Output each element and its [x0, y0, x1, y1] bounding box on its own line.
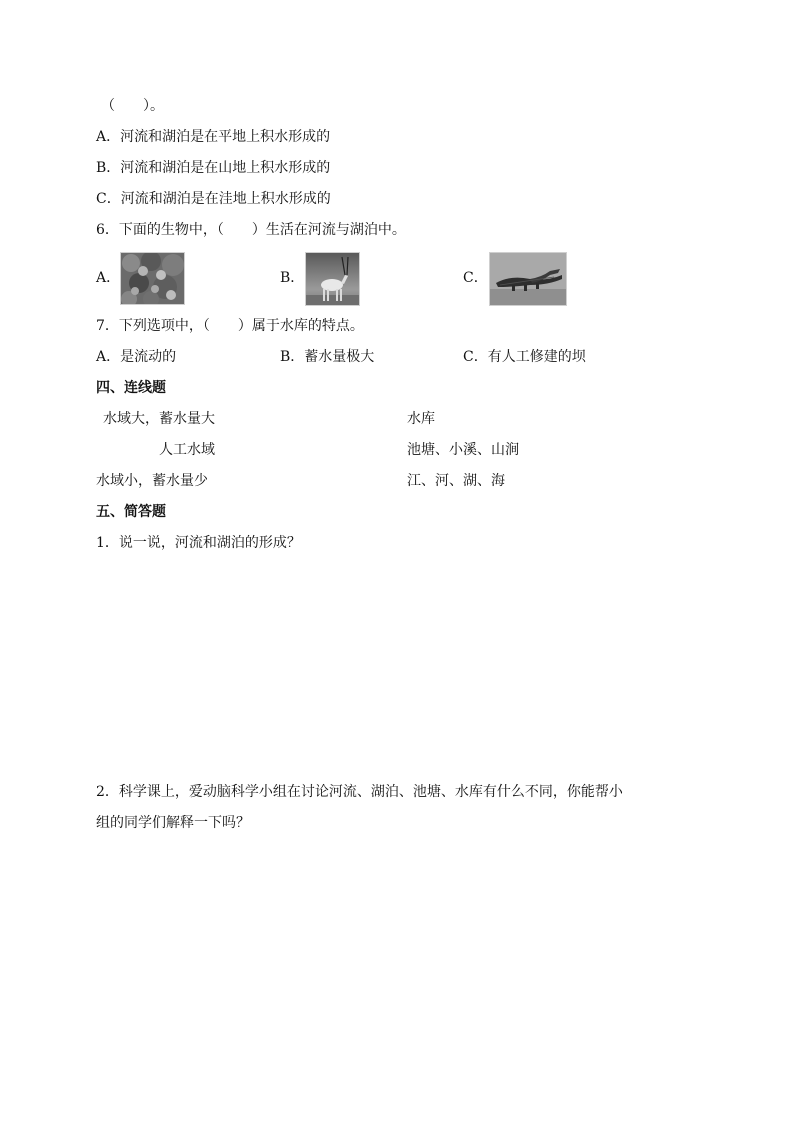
q7-stem: 7．下列选项中，（ ）属于水库的特点。 — [96, 318, 364, 334]
short-answer-q2-line1: 2．科学课上，爱动脑科学小组在讨论河流、湖泊、池塘、水库有什么不同，你能帮小 — [96, 784, 623, 800]
q5-answer-blank: （ ）。 — [101, 98, 164, 114]
short-answer-q2-line2: 组的同学们解释一下吗？ — [96, 815, 250, 831]
matching-left-2: 人工水域 — [159, 442, 215, 458]
q7-option-a: A．是流动的 — [96, 349, 177, 365]
section5-title: 五、简答题 — [96, 504, 166, 520]
short-answer-q1: 1．说一说，河流和湖泊的形成？ — [96, 535, 301, 551]
matching-left-3: 水域小，蓄水量少 — [96, 473, 208, 489]
q7-option-b: B．蓄水量极大 — [280, 349, 375, 365]
matching-right-1: 水库 — [407, 411, 435, 427]
matching-left-1: 水域大，蓄水量大 — [103, 411, 215, 427]
antelope-photo — [305, 252, 360, 306]
matching-right-2: 池塘、小溪、山涧 — [407, 442, 519, 458]
fruit-tree-photo — [120, 252, 185, 305]
q6-stem: 6．下面的生物中，（ ）生活在河流与湖泊中。 — [96, 222, 406, 238]
q5-option-c: C．河流和湖泊是在洼地上积水形成的 — [96, 191, 331, 207]
q7-option-c: C．有人工修建的坝 — [463, 349, 586, 365]
q6-option-b-label: B． — [280, 270, 305, 286]
crocodile-photo — [489, 252, 567, 306]
q5-option-a: A．河流和湖泊是在平地上积水形成的 — [96, 129, 331, 145]
matching-right-3: 江、河、湖、海 — [407, 473, 505, 489]
q6-option-c-label: C． — [463, 270, 488, 286]
q6-option-a-label: A． — [96, 270, 121, 286]
section4-title: 四、连线题 — [96, 380, 166, 396]
q5-option-b: B．河流和湖泊是在山地上积水形成的 — [96, 160, 331, 176]
